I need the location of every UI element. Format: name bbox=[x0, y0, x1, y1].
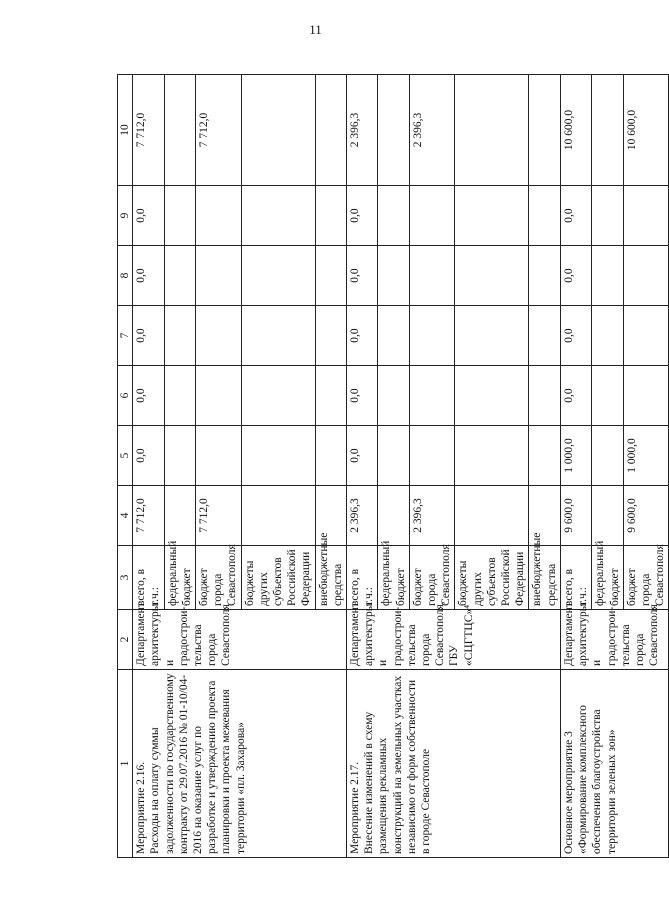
amount-cell: 9 600,0 bbox=[560, 486, 591, 546]
amount-cell: 9 600,0 bbox=[623, 486, 669, 546]
amount-cell bbox=[409, 186, 455, 246]
amount-cell: 0,0 bbox=[560, 186, 591, 246]
funding-source-cell: бюджет города Севастополя bbox=[196, 546, 242, 610]
amount-cell bbox=[378, 366, 409, 426]
amount-cell bbox=[241, 186, 315, 246]
executor-cell: Департамент архитектуры и градострои-тельства города Севастополя bbox=[560, 610, 668, 670]
funding-source-cell: бюджеты других субъектов Российской Федерации bbox=[455, 546, 529, 610]
column-header: 10 bbox=[118, 75, 133, 186]
amount-cell bbox=[592, 486, 623, 546]
amount-cell: 2 396,3 bbox=[347, 486, 378, 546]
header-row bbox=[118, 75, 133, 858]
column-header: 2 bbox=[118, 610, 133, 670]
amount-cell bbox=[623, 306, 669, 366]
funding-source-cell: внебюджетные средства bbox=[529, 546, 560, 610]
amount-cell: 0,0 bbox=[347, 426, 378, 486]
column-header: 9 bbox=[118, 186, 133, 246]
amount-cell bbox=[196, 186, 242, 246]
table-row bbox=[133, 75, 164, 858]
amount-cell bbox=[315, 306, 346, 366]
amount-cell: 0,0 bbox=[133, 246, 164, 306]
amount-cell bbox=[529, 306, 560, 366]
amount-cell: 0,0 bbox=[560, 306, 591, 366]
amount-cell bbox=[164, 306, 195, 366]
amount-cell bbox=[241, 246, 315, 306]
column-header: 6 bbox=[118, 366, 133, 426]
executor-cell: Департамент архитектуры и градострои-тельства города Севастополя bbox=[133, 610, 347, 670]
column-header: 3 bbox=[118, 546, 133, 610]
funding-source-cell: бюджеты других субъектов Российской Федерации bbox=[241, 546, 315, 610]
amount-cell: 2 396,3 bbox=[347, 75, 378, 186]
funding-source-cell: внебюджетные средства bbox=[315, 546, 346, 610]
amount-cell bbox=[241, 366, 315, 426]
amount-cell bbox=[623, 186, 669, 246]
amount-cell bbox=[592, 246, 623, 306]
amount-cell bbox=[378, 75, 409, 186]
amount-cell bbox=[315, 366, 346, 426]
executor-cell: Департамент архитектуры и градострои-тельства города Севастополя, ГБУ «СЦГТЦС»⁴ bbox=[347, 610, 561, 670]
amount-cell bbox=[241, 306, 315, 366]
amount-cell bbox=[592, 366, 623, 426]
amount-cell bbox=[623, 246, 669, 306]
amount-cell bbox=[592, 426, 623, 486]
amount-cell: 0,0 bbox=[560, 246, 591, 306]
amount-cell bbox=[409, 426, 455, 486]
funding-source-cell: федеральный бюджет bbox=[378, 546, 409, 610]
funding-source-cell: всего, в т.ч.: bbox=[347, 546, 378, 610]
column-header: 7 bbox=[118, 306, 133, 366]
amount-cell bbox=[164, 186, 195, 246]
amount-cell: 7 712,0 bbox=[196, 75, 242, 186]
amount-cell bbox=[315, 186, 346, 246]
amount-cell: 0,0 bbox=[347, 246, 378, 306]
amount-cell: 2 396,3 bbox=[409, 75, 455, 186]
amount-cell bbox=[455, 306, 529, 366]
budget-table bbox=[117, 74, 669, 858]
funding-source-cell: всего, в т.ч.: bbox=[560, 546, 591, 610]
amount-cell bbox=[455, 426, 529, 486]
amount-cell: 2 396,3 bbox=[409, 486, 455, 546]
amount-cell bbox=[592, 306, 623, 366]
amount-cell bbox=[409, 246, 455, 306]
amount-cell bbox=[455, 486, 529, 546]
amount-cell bbox=[592, 186, 623, 246]
funding-source-cell: федеральный бюджет bbox=[164, 546, 195, 610]
amount-cell bbox=[164, 246, 195, 306]
column-header: 4 bbox=[118, 486, 133, 546]
amount-cell bbox=[241, 75, 315, 186]
amount-cell bbox=[164, 486, 195, 546]
amount-cell: 0,0 bbox=[347, 186, 378, 246]
amount-cell bbox=[529, 366, 560, 426]
amount-cell bbox=[241, 426, 315, 486]
amount-cell bbox=[378, 486, 409, 546]
amount-cell bbox=[623, 366, 669, 426]
amount-cell bbox=[409, 306, 455, 366]
amount-cell: 1 000,0 bbox=[623, 426, 669, 486]
amount-cell: 0,0 bbox=[347, 366, 378, 426]
funding-source-cell: бюджет города Севастополя bbox=[409, 546, 455, 610]
amount-cell bbox=[529, 246, 560, 306]
amount-cell bbox=[315, 246, 346, 306]
measure-name-cell: Мероприятие 2.16. Расходы на оплату суммы задолженности по государственному контракту от 29.07.2016 № 01-10/04-2016 на оказание услуг по разработке и утверждению проекта планировки и проекта межевания территории «пл. Захарова» bbox=[133, 670, 347, 858]
amount-cell bbox=[455, 186, 529, 246]
funding-source-cell: всего, в т.ч.: bbox=[133, 546, 164, 610]
amount-cell: 10 600,0 bbox=[623, 75, 669, 186]
amount-cell bbox=[409, 366, 455, 426]
amount-cell bbox=[315, 75, 346, 186]
amount-cell bbox=[196, 366, 242, 426]
amount-cell bbox=[241, 486, 315, 546]
amount-cell bbox=[196, 246, 242, 306]
amount-cell bbox=[315, 426, 346, 486]
amount-cell bbox=[455, 246, 529, 306]
amount-cell: 0,0 bbox=[347, 306, 378, 366]
amount-cell bbox=[529, 426, 560, 486]
column-header: 1 bbox=[118, 670, 133, 858]
amount-cell: 0,0 bbox=[133, 426, 164, 486]
amount-cell bbox=[378, 306, 409, 366]
amount-cell bbox=[455, 366, 529, 426]
amount-cell: 7 712,0 bbox=[196, 486, 242, 546]
rotated-table-container bbox=[117, 75, 667, 858]
amount-cell: 0,0 bbox=[133, 366, 164, 426]
amount-cell: 7 712,0 bbox=[133, 486, 164, 546]
amount-cell: 1 000,0 bbox=[560, 426, 591, 486]
table-row bbox=[347, 75, 378, 858]
amount-cell: 0,0 bbox=[133, 186, 164, 246]
amount-cell bbox=[529, 186, 560, 246]
amount-cell: 7 712,0 bbox=[133, 75, 164, 186]
amount-cell bbox=[529, 75, 560, 186]
amount-cell bbox=[378, 186, 409, 246]
page-number: 11 bbox=[309, 22, 322, 37]
amount-cell: 0,0 bbox=[560, 366, 591, 426]
amount-cell bbox=[455, 75, 529, 186]
measure-name-cell: Основное мероприятие 3 «Формирование комплексного обеспечения благоустройства территории зеленых зон» bbox=[560, 670, 668, 858]
amount-cell bbox=[378, 426, 409, 486]
amount-cell bbox=[164, 75, 195, 186]
funding-source-cell: бюджет города Севастополя bbox=[623, 546, 669, 610]
table-row bbox=[560, 75, 591, 858]
amount-cell bbox=[196, 426, 242, 486]
measure-name-cell: Мероприятие 2.17. Внесение изменений в схему размещения рекламных конструкций на земельных участках независимо от форм собственности в городе Севастополе bbox=[347, 670, 561, 858]
column-header: 5 bbox=[118, 426, 133, 486]
amount-cell bbox=[196, 306, 242, 366]
amount-cell bbox=[378, 246, 409, 306]
funding-source-cell: федеральный бюджет bbox=[592, 546, 623, 610]
amount-cell: 10 600,0 bbox=[560, 75, 591, 186]
amount-cell bbox=[592, 75, 623, 186]
amount-cell bbox=[164, 426, 195, 486]
amount-cell bbox=[164, 366, 195, 426]
column-header: 8 bbox=[118, 246, 133, 306]
amount-cell: 0,0 bbox=[133, 306, 164, 366]
